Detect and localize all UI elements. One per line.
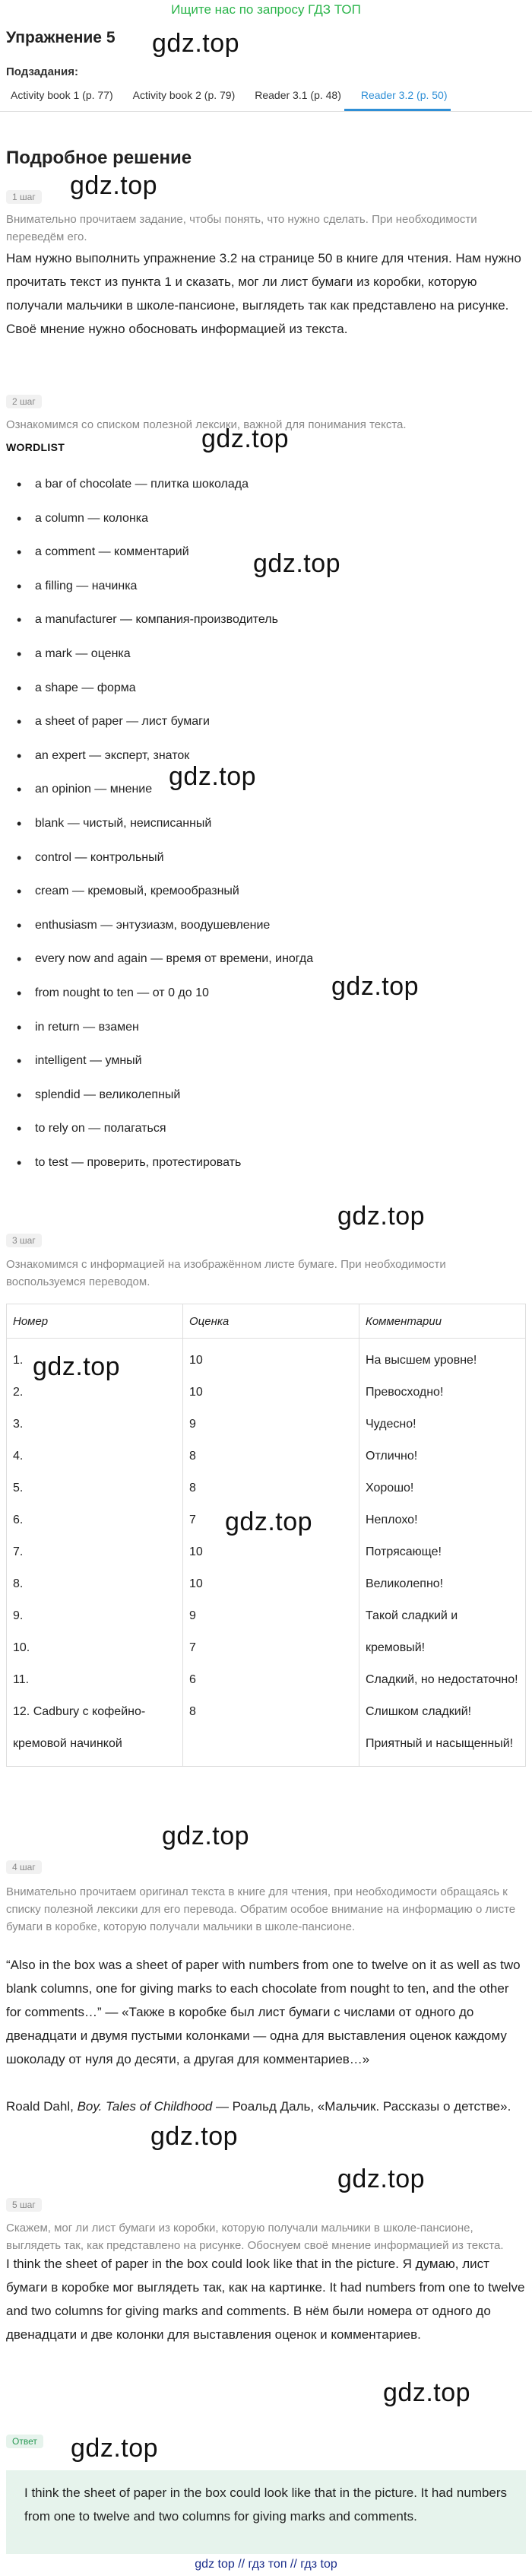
- wordlist: [6, 476, 523, 1188]
- step-4-badge: 4 шаг: [6, 1860, 42, 1874]
- table-number: 2.: [13, 1386, 24, 1399]
- wordlist-item: • every now and again — время от времени, иногда: [6, 951, 523, 985]
- table-comment: Слишком сладкий!: [366, 1705, 472, 1718]
- table-mark: 10: [189, 1354, 203, 1367]
- table-number: 9.: [13, 1609, 24, 1622]
- wordlist-item: • control — контрольный: [6, 850, 523, 884]
- promo-banner[interactable]: Ищите нас по запросу ГДЗ ТОП: [171, 2, 361, 17]
- table-number: 7.: [13, 1545, 24, 1558]
- wordlist-item: • a sheet of paper — лист бумаги: [6, 713, 523, 748]
- wordlist-item: • a column — колонка: [6, 510, 523, 545]
- wordlist-item: • a mark — оценка: [6, 646, 523, 680]
- table-comment: Неплохо!: [366, 1514, 418, 1526]
- table-number: 1.: [13, 1354, 24, 1367]
- table-comment: Хорошо!: [366, 1482, 414, 1494]
- watermark: gdz.top: [70, 171, 158, 200]
- table-comment: Сладкий, но недостаточно!: [366, 1673, 518, 1686]
- table-mark: 6: [189, 1673, 196, 1686]
- table-comment: Чудесно!: [366, 1418, 416, 1431]
- header-mark: Оценка: [183, 1304, 359, 1339]
- wordlist-item: • enthusiasm — энтузиазм, воодушевление: [6, 917, 523, 951]
- table-number: 10.: [13, 1641, 30, 1654]
- table-mark: 9: [189, 1609, 196, 1622]
- step-5-badge: 5 шаг: [6, 2198, 42, 2212]
- table-number: 5.: [13, 1482, 24, 1494]
- table-mark: 10: [189, 1545, 203, 1558]
- wordlist-item: • in return — взамен: [6, 1019, 523, 1053]
- watermark: gdz.top: [169, 762, 257, 791]
- answer-box: [6, 2470, 526, 2554]
- step-4-quote: “Also in the box was a sheet of paper with numbers from one to twelve on it as well as two blank columns, one for giving marks to each chocolate from nought to ten, and the other for comments…” — «Также в коробке был лист бумаги с числами от одного до двенадцати и двумя пустыми колонками — одна для выставления оценок каждому шоколаду от нуля до десяти, а другая для комментариев…»: [6, 1958, 521, 2066]
- wordlist-item: • to rely on — полагаться: [6, 1120, 523, 1155]
- solution-heading: Подробное решение: [6, 148, 192, 168]
- watermark: gdz.top: [152, 29, 240, 58]
- wordlist-item: • a bar of chocolate — плитка шоколада: [6, 476, 523, 510]
- table-mark: 8: [189, 1705, 196, 1718]
- table-number: 8.: [13, 1577, 24, 1590]
- numbers-cell: [7, 1339, 183, 1767]
- subtasks-label: Подзадания:: [6, 65, 78, 78]
- table-comment: Отлично!: [366, 1450, 418, 1463]
- page-title: Упражнение 5: [6, 29, 116, 46]
- wordlist-heading: WORDLIST: [6, 441, 65, 453]
- step-5-text: I think the sheet of paper in the box could look like that in the picture. Я думаю, лист бумаги в коробке мог выглядеть так, как на картинке. It had numbers from one to twelve and two columns for giving marks and comments. В нём были номера от одного до двенадцати и две колонки для выставления оценок и комментариев.: [6, 2257, 525, 2342]
- watermark: gdz.top: [225, 1507, 313, 1536]
- step-2-badge: 2 шаг: [6, 395, 42, 408]
- subtask-tabs: [0, 82, 532, 112]
- tab-reader-3-2[interactable]: Reader 3.2 (p. 50): [344, 82, 451, 111]
- wordlist-item: • a filling — начинка: [6, 578, 523, 612]
- watermark: gdz.top: [71, 2434, 159, 2463]
- wordlist-item: • to test — проверить, протестировать: [6, 1155, 523, 1189]
- wordlist-item: • a comment — комментарий: [6, 544, 523, 578]
- step-3-badge: 3 шаг: [6, 1234, 42, 1247]
- watermark: gdz.top: [162, 1822, 250, 1850]
- source-author: Roald Dahl,: [6, 2099, 78, 2114]
- watermark: gdz.top: [383, 2378, 471, 2407]
- table-mark: 8: [189, 1482, 196, 1494]
- footer-links[interactable]: gdz top // гдз топ // гдз top: [195, 2558, 337, 2571]
- wordlist-item: • blank — чистый, неисписанный: [6, 815, 523, 850]
- tab-reader-3-1[interactable]: Reader 3.1 (p. 48): [255, 89, 341, 101]
- table-number: 11.: [13, 1673, 30, 1686]
- table-number: 4.: [13, 1450, 24, 1463]
- table-number: 3.: [13, 1418, 24, 1431]
- watermark: gdz.top: [33, 1352, 121, 1381]
- wordlist-item: • an expert — эксперт, знаток: [6, 748, 523, 782]
- table-comment: Великолепно!: [366, 1577, 444, 1590]
- step-4-note: Внимательно прочитаем оригинал текста в книге для чтения, при необходимости обращаясь к списку полезной лексики для его перевода. Обратим особое внимание на информацию о листе бумаги в коробке, которую получали мальчики в школе-пансионе.: [6, 1885, 516, 1933]
- wordlist-item: • intelligent — умный: [6, 1053, 523, 1087]
- comments-cell: [359, 1339, 526, 1767]
- tab-activity-book-2[interactable]: Activity book 2 (p. 79): [132, 89, 236, 101]
- step-4-source: [6, 2095, 526, 2118]
- table-comment: Потрясающе!: [366, 1545, 442, 1558]
- wordlist-item: • from nought to ten — от 0 до 10: [6, 985, 523, 1019]
- answer-text: I think the sheet of paper in the box could look like that in the picture. It had numbers from one to twelve and two columns for giving marks and comments.: [24, 2485, 508, 2524]
- table-comment: На высшем уровне!: [366, 1354, 477, 1367]
- wordlist-item: • cream — кремовый, кремообразный: [6, 883, 523, 917]
- table-mark: 10: [189, 1577, 203, 1590]
- watermark: gdz.top: [150, 2122, 239, 2151]
- table-mark: 8: [189, 1450, 196, 1463]
- wordlist-item: • splendid — великолепный: [6, 1087, 523, 1121]
- table-mark: 7: [189, 1514, 196, 1526]
- table-mark: 9: [189, 1418, 196, 1431]
- watermark: gdz.top: [337, 2165, 426, 2193]
- table-comment: Такой сладкий и кремовый!: [366, 1609, 458, 1654]
- table-number: 6.: [13, 1514, 24, 1526]
- watermark: gdz.top: [201, 424, 290, 453]
- source-rest: — Роальд Даль, «Мальчик. Рассказы о детстве».: [212, 2099, 511, 2114]
- wordlist-item: • an opinion — мнение: [6, 781, 523, 815]
- wordlist-item: • a shape — форма: [6, 680, 523, 714]
- table-mark: 10: [189, 1386, 203, 1399]
- step-1-text: Нам нужно выполнить упражнение 3.2 на странице 50 в книге для чтения. Нам нужно прочитать текст из пункта 1 и сказать, мог ли лист бумаги из коробки, которую получали мальчики в школе-пансионе, выглядеть так как представлено на рисунке. Своё мнение нужно обосновать информацией из текста.: [6, 251, 521, 336]
- step-1-note: Внимательно прочитаем задание, чтобы понять, что нужно сделать. При необходимости переведём его.: [6, 213, 477, 243]
- step-1-badge: 1 шаг: [6, 190, 42, 204]
- watermark: gdz.top: [337, 1202, 426, 1231]
- watermark: gdz.top: [253, 549, 341, 578]
- table-comment: Превосходно!: [366, 1386, 444, 1399]
- step-3-note: Ознакомимся с информацией на изображённом листе бумаге. При необходимости воспользуемся переводом.: [6, 1258, 446, 1288]
- tab-activity-book-1[interactable]: Activity book 1 (p. 77): [11, 89, 113, 101]
- header-comments: Комментарии: [359, 1304, 526, 1339]
- table-number: 12. Cadbury с кофейно-кремовой начинкой: [13, 1705, 146, 1750]
- header-number: Номер: [7, 1304, 183, 1339]
- watermark: gdz.top: [331, 972, 420, 1001]
- table-header-row: [7, 1304, 526, 1339]
- table-mark: 7: [189, 1641, 196, 1654]
- step-5-note: Скажем, мог ли лист бумаги из коробки, которую получали мальчики в школе-пансионе, выглядеть так, как представлено на рисунке. Обоснуем своё мнение информацией из текста.: [6, 2222, 504, 2252]
- source-title: Boy. Tales of Childhood: [77, 2099, 213, 2114]
- answer-badge: Ответ: [6, 2435, 43, 2448]
- wordlist-item: • a manufacturer — компания-производитель: [6, 611, 523, 646]
- table-comment: Приятный и насыщенный!: [366, 1737, 514, 1750]
- table-row: [7, 1339, 526, 1767]
- marks-cell: [183, 1339, 359, 1767]
- step-2-note: Ознакомимся со списком полезной лексики, важной для понимания текста.: [6, 418, 407, 431]
